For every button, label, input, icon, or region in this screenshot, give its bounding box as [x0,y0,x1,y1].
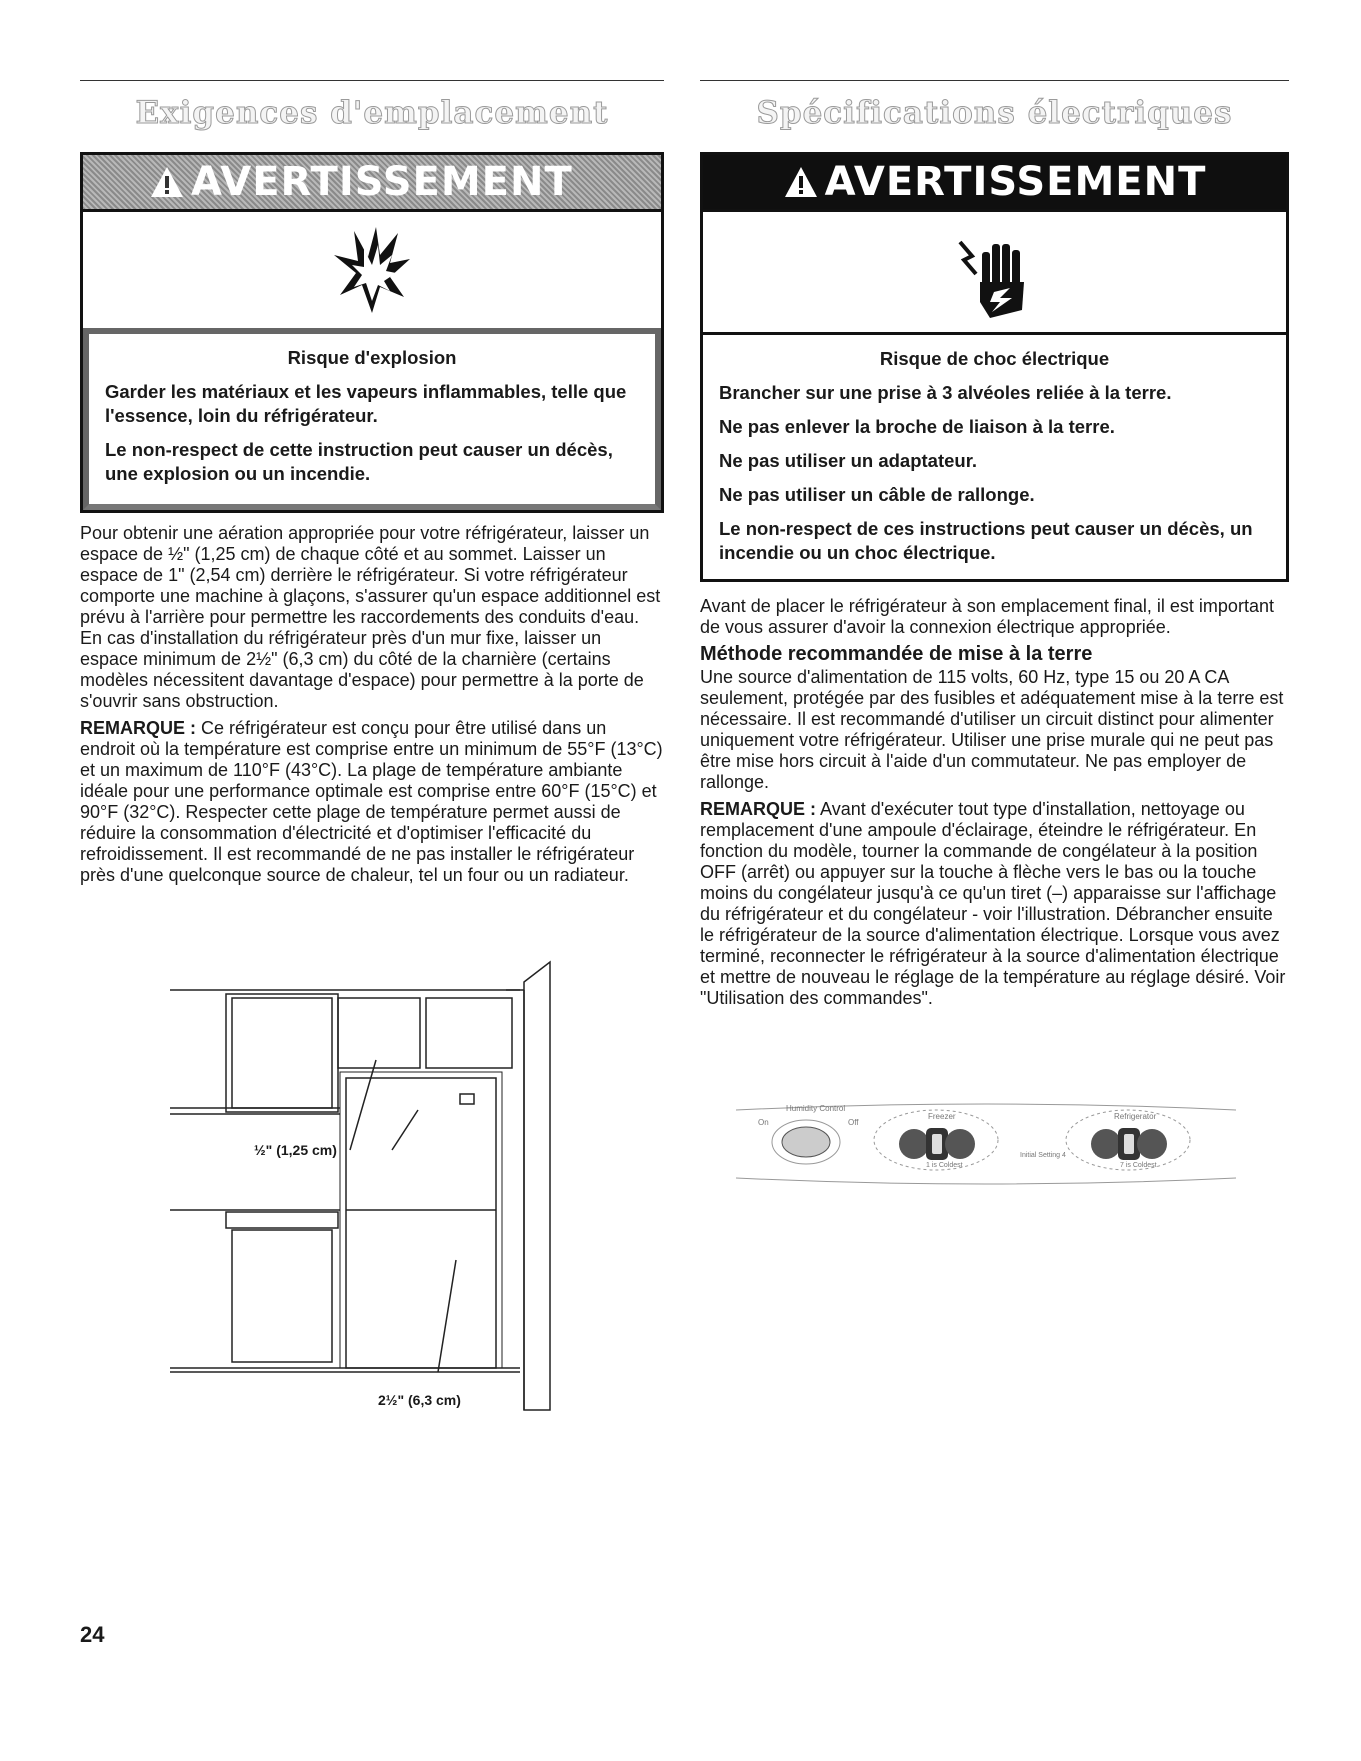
warning-triangle-icon [783,165,819,199]
refrigerator-clearance-illustration [170,960,570,1420]
off-label: Off [848,1118,859,1127]
grounding-subhead: Méthode recommandée de mise à la terre [700,643,1093,665]
remarque-paragraph [80,718,664,886]
power-source-paragraph: Une source d'alimentation de 115 volts, 60 Hz, type 15 ou 20 A CA seulement, protégée par des fusibles et adéquatement mise à la terre est nécessaire. Il est recommandé d'utiliser un circuit distinct pour alimenter uniquement votre réfrigérateur. Utiliser une prise murale qui ne peut pas être mise hors circuit à l'aide d'un commutateur. Ne pas employer de rallonge. [700,667,1284,792]
warning-line-2: Le non-respect de cette instruction peut causer un décès, une explosion ou un incendie. [105,439,613,484]
risk-title: Risque d'explosion [287,347,457,368]
clearance-label-top: ½" (1,25 cm) [254,1142,337,1158]
explosion-symbol-area [83,209,661,334]
warning-line-4: Ne pas utiliser un câble de rallonge. [719,484,1035,505]
warning-header [703,155,1286,209]
electric-shock-icon [950,222,1040,322]
clearance-label-bottom: 2½" (6,3 cm) [378,1392,461,1408]
refrigerator-label: Refrigerator [1114,1112,1157,1121]
freezer-label: Freezer [928,1112,956,1121]
shock-symbol-area [703,209,1286,335]
remarque-paragraph [700,799,1289,1009]
right-body-text [700,596,1289,1009]
warning-line-1: Garder les matériaux et les vapeurs inflammables, telle que l'essence, loin du réfrigérateur. [105,381,627,426]
warning-line-1: Brancher sur une prise à 3 alvéoles reliée à la terre. [719,382,1172,403]
humidity-control-label: Humidity Control [786,1104,846,1113]
electric-warning-body [703,335,1286,579]
explosion-warning-body [83,334,661,510]
warning-line-5: Le non-respect de ces instructions peut causer un décès, un incendie ou un choc électrique. [719,518,1253,563]
ventilation-paragraph: Pour obtenir une aération appropriée pour votre réfrigérateur, laisser un espace de ½" (1,25 cm) de chaque côté et au sommet. Laisser un espace de 1" (2,54 cm) derrière le réfrigérateur. Si votre réfrigérateur comporte une machine à glaçons, s'assurer qu'un espace additionnel est prévu à l'arrière pour permettre les raccordements des conduits d'eau. En cas d'installation du réfrigérateur près d'un mur fixe, laisser un espace minimum de 2½" (6,3 cm) du côté de la charnière (certains modèles nécessitent davantage d'espace) pour permettre à la porte de s'ouvrir sans obstruction. [80,523,661,711]
initial-setting-label: Initial Setting 4 [1020,1152,1066,1159]
section-title-location: Exigences d'emplacement [135,95,609,131]
warning-line-2: Ne pas enlever la broche de liaison à la terre. [719,416,1115,437]
right-column [700,80,1289,1015]
refrigerator-coldest-label: 7 is Coldest [1120,1162,1157,1169]
remarque-text: Avant d'exécuter tout type d'installation, nettoyage ou remplacement d'une ampoule d'éclairage, éteindre le réfrigérateur. En fonction du modèle, tourner la commande de congélateur à la position OFF (arrêt) ou appuyer sur la touche à flèche vers le bas ou la touche moins du congélateur jusqu'à ce qu'un tiret (–) apparaisse sur l'affichage du réfrigérateur et du congélateur - voir l'illustration. Débrancher ensuite le réfrigérateur de la source d'alimentation électrique. Lorsque vous avez terminé, reconnecter le réfrigérateur à la source d'alimentation électrique et mettre de nouveau le réglage de la température au réglage désiré. Voir "Utilisation des commandes". [700,799,1286,1008]
page-number: 24 [80,1622,105,1647]
warning-header-text: AVERTISSEMENT [824,159,1207,205]
section-title-electrical: Spécifications électriques [756,95,1233,131]
electric-warning-box [700,152,1289,582]
left-body-text [80,523,664,886]
remarque-label: REMARQUE : [80,718,196,738]
placement-paragraph: Avant de placer le réfrigérateur à son emplacement final, il est important de vous assurer d'avoir la connexion électrique appropriée. [700,596,1274,637]
on-label: On [758,1118,769,1127]
warning-triangle-icon [149,165,185,199]
control-panel-illustration [736,1098,1236,1188]
explosion-warning-box [80,152,664,513]
remarque-label: REMARQUE : [700,799,816,819]
warning-header-text: AVERTISSEMENT [191,159,573,205]
clearance-diagram [170,960,570,1420]
freezer-coldest-label: 1 is Coldest [926,1162,963,1169]
explosion-icon [332,225,412,315]
risk-title: Risque de choc électrique [879,348,1110,369]
left-column [80,80,664,892]
remarque-text: Ce réfrigérateur est conçu pour être utilisé dans un endroit où la température est comprise entre un minimum de 55°F (13°C) et un maximum de 110°F (43°C). La plage de température ambiante idéale pour une performance optimale est comprise entre 60°F (15°C) et 90°F (32°C). Respecter cette plage de température permet aussi de réduire la consommation d'électricité et d'optimiser l'efficacité du refroidissement. Il est recommandé de ne pas installer le réfrigérateur près d'une quelconque source de chaleur, tel un four ou un radiateur. [80,718,663,885]
warning-line-3: Ne pas utiliser un adaptateur. [719,450,978,471]
warning-header [83,155,661,209]
